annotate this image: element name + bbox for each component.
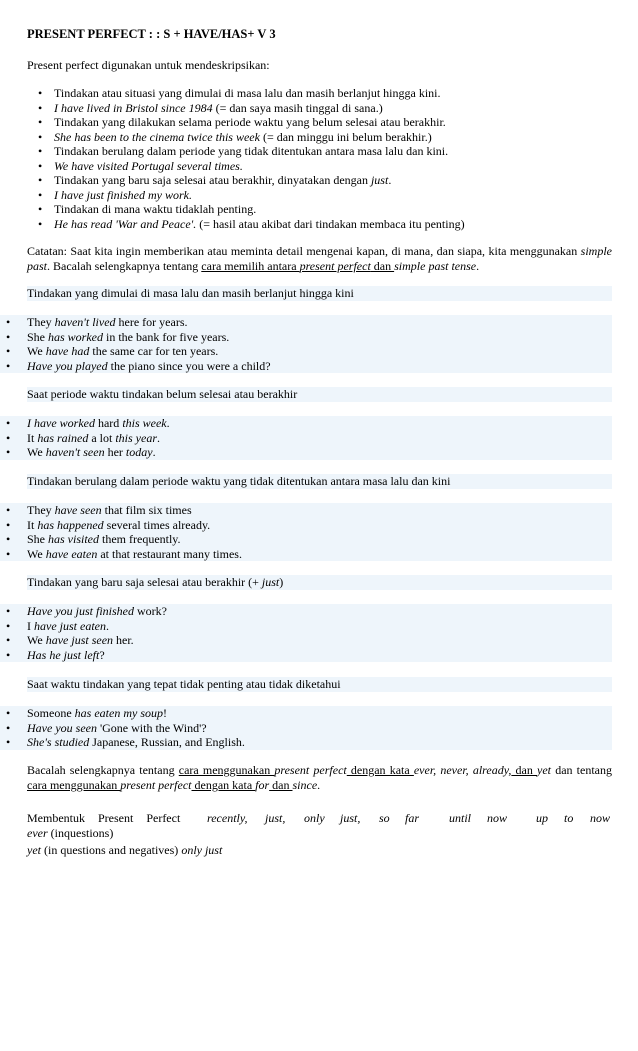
text-link[interactable]: dan [269,778,293,792]
list-item: • She has visited them frequently. [0,532,612,547]
list-item: • I have just finished my work. [54,188,465,203]
ever-line: ever (inquestions) [27,826,114,840]
example-list [0,503,612,561]
list-item: • Tindakan yang baru saja selesai atau berakhir, dinyatakan dengan just. [54,173,465,188]
note-paragraph: Catatan: Saat kita ingin memberikan atau meminta detail mengenai kapan, di mana, dan siapa, kita menggunakan simple past. Bacalah selengkapnya tentang cara memilih antara present perfect dan simple past tense. [27,244,612,273]
section-heading: Saat waktu tindakan yang tepat tidak penting atau tidak diketahui [27,677,612,692]
membentuk-label: Membentuk Present Perfect [27,811,181,825]
text-link[interactable]: cara menggunakan [27,778,121,792]
list-item: • We have visited Portugal several times. [54,159,465,174]
intro-text: Present perfect digunakan untuk mendeskripsikan: [27,58,270,72]
list-item: • I have just eaten. [0,619,612,634]
section-heading: Saat periode waktu tindakan belum selesai atau berakhir [27,387,612,402]
list-item: • Tindakan berulang dalam periode yang tidak ditentukan antara masa lalu dan kini. [54,144,465,159]
section-heading: Tindakan yang baru saja selesai atau berakhir (+ just) [27,575,612,590]
list-item: • She's studied Japanese, Russian, and English. [0,735,612,750]
read-more-paragraph: Bacalah selengkapnya tentang cara menggunakan present perfect dengan kata ever, never, already, dan yet dan tentang cara menggunakan present perfect dengan kata for dan since. [27,763,612,792]
text-link[interactable]: dengan kata [346,763,414,777]
text-link[interactable]: dengan kata [191,778,256,792]
uses-list [54,86,465,231]
page-title: PRESENT PERFECT : : S + HAVE/HAS+ V 3 [27,27,276,41]
example-list [0,706,612,750]
list-item: • We have had the same car for ten years. [0,344,612,359]
section-heading: Tindakan berulang dalam periode waktu yang tidak ditentukan antara masa lalu dan kini [27,474,612,489]
list-item: • She has worked in the bank for five years. [0,330,612,345]
list-item: • Someone has eaten my soup! [0,706,612,721]
list-item: • Have you seen 'Gone with the Wind'? [0,721,612,736]
list-item: • It has rained a lot this year. [0,431,612,446]
example-list [0,416,612,460]
text-link[interactable]: cara menggunakan [178,763,275,777]
list-item: • I have worked hard this week. [0,416,612,431]
example-list [0,315,612,373]
list-item: • He has read 'War and Peace'. (= hasil atau akibat dari tindakan membaca itu penting) [54,217,465,232]
text-link[interactable]: dan [511,763,538,777]
list-item: • Has he just left? [0,648,612,663]
list-item: • Have you played the piano since you were a child? [0,359,612,374]
list-item: • We have eaten at that restaurant many times. [0,547,612,562]
example-list [0,604,612,662]
yet-line: yet (in questions and negatives) only just [27,843,223,857]
list-item: • Tindakan di mana waktu tidaklah penting. [54,202,465,217]
list-item: • Have you just finished work? [0,604,612,619]
list-item: • We have just seen her. [0,633,612,648]
list-item: • I have lived in Bristol since 1984 (= dan saya masih tinggal di sana.) [54,101,465,116]
list-item: • Tindakan yang dilakukan selama periode waktu yang belum selesai atau berakhir. [54,115,465,130]
list-item: • Tindakan atau situasi yang dimulai di masa lalu dan masih berlanjut hingga kini. [54,86,465,101]
list-item: • She has been to the cinema twice this week (= dan minggu ini belum berakhir.) [54,130,465,145]
list-item: • It has happened several times already. [0,518,612,533]
section-heading: Tindakan yang dimulai di masa lalu dan masih berlanjut hingga kini [27,286,612,301]
list-item: • They haven't lived here for years. [0,315,612,330]
list-item: • They have seen that film six times [0,503,612,518]
link-choose-tense[interactable]: cara memilih antara present perfect dan [201,259,395,273]
membentuk-line: Membentuk Present Perfect recently, just, only just, so far until now up to now [27,811,611,825]
list-item: • We haven't seen her today. [0,445,612,460]
